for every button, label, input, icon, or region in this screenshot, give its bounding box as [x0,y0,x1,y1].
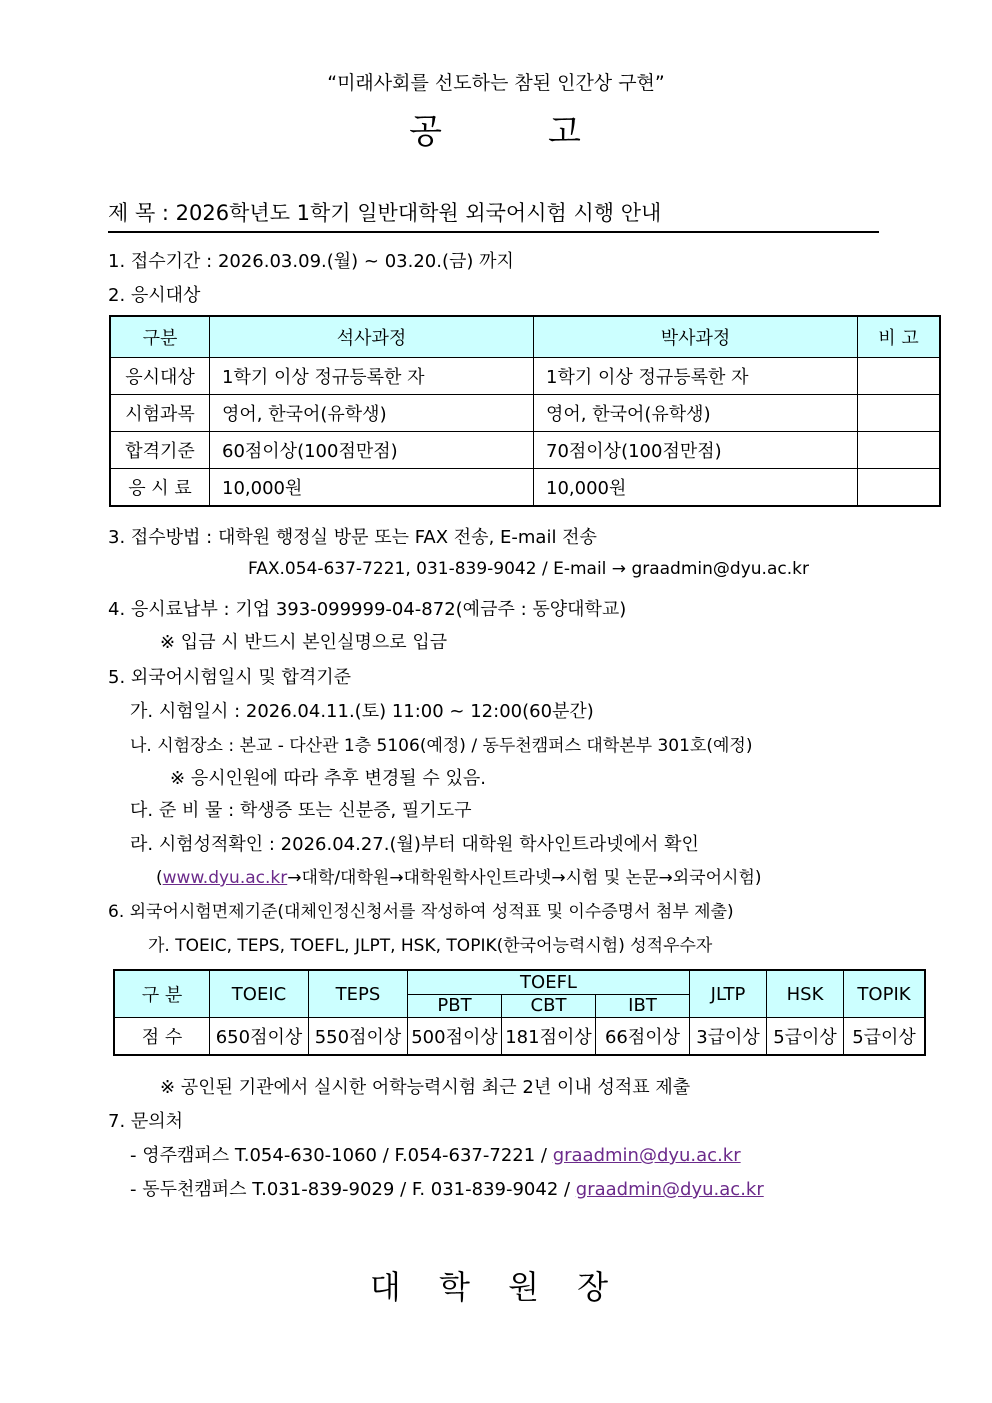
subject-line: 제 목 : 2026학년도 1학기 일반대학원 외국어시험 시행 안내 [108,201,662,225]
header-masters: 석사과정 [210,316,534,358]
exam-place: 나. 시험장소 : 본교 - 다산관 1층 5106(예정) / 동두천캠퍼스 대학본부 301호(예정) [130,736,753,756]
remarks-cell [858,469,941,507]
table-row [110,432,940,469]
notice-title-char-1: 공 [409,112,444,152]
subject-divider [108,231,879,233]
remarks-cell [858,432,941,469]
doctoral-cell: 영어, 한국어(유학생) [534,395,858,432]
row-label: 합격기준 [110,432,210,469]
contact-dongducheon-email[interactable]: graadmin@dyu.ac.kr [575,1179,764,1200]
pbt-score: 500점이상 [408,1018,502,1056]
exam-date: 가. 시험일시 : 2026.04.11.(토) 11:00 ~ 12:00(60분간) [130,701,594,722]
cbt-score: 181점이상 [502,1018,596,1056]
score-header-row [114,970,925,994]
jltp-score: 3급이상 [690,1018,767,1056]
table-header-row [110,316,940,358]
header-doctoral: 박사과정 [534,316,858,358]
reception-period: 1. 접수기간 : 2026.03.09.(월) ~ 03.20.(금) 까지 [108,251,514,272]
ibt-score: 66점이상 [596,1018,690,1056]
masters-cell: 10,000원 [210,469,534,507]
contact-dongducheon-text: - 동두천캠퍼스 T.031-839-9029 / F. 031-839-9042 / [130,1179,576,1200]
doctoral-cell: 10,000원 [534,469,858,507]
exemption-sub: 가. TOEIC, TEPS, TOEFL, JLPT, HSK, TOPIK(한국어능력시험) 성적우수자 [148,936,713,956]
header-remarks: 비 고 [858,316,941,358]
table-row [110,395,940,432]
remarks-cell [858,395,941,432]
website-link[interactable]: www.dyu.ac.kr [162,868,288,888]
row-label: 시험과목 [110,395,210,432]
score-label-header: 구 분 [114,970,210,1018]
table-row [110,469,940,507]
notice-title [0,104,992,153]
topik-score: 5급이상 [844,1018,926,1056]
motto: “미래사회를 선도하는 참된 인간상 구현” [327,72,665,94]
hsk-header: HSK [767,970,844,1018]
ibt-header: IBT [596,994,690,1018]
row-label: 응 시 료 [110,469,210,507]
signature: 대 학 원 장 [369,1268,623,1306]
contact-yeongju-email[interactable]: graadmin@dyu.ac.kr [552,1145,741,1166]
exemption-heading: 6. 외국어시험면제기준(대체인정신청서를 작성하여 성적표 및 이수증명서 첨부 제출) [108,902,734,922]
masters-cell: 1학기 이상 정규등록한 자 [210,358,534,395]
supplies: 다. 준 비 물 : 학생증 또는 신분증, 필기도구 [130,800,472,821]
application-method: 3. 접수방법 : 대학원 행정실 방문 또는 FAX 전송, E-mail 전송 [108,527,597,548]
eligibility-table [109,315,941,507]
eligibility-heading: 2. 응시대상 [108,285,201,306]
result-check: 라. 시험성적확인 : 2026.04.27.(월)부터 대학원 학사인트라넷에서 확인 [130,834,699,855]
result-path-open: ( [156,868,163,888]
exam-place-note: ※ 응시인원에 따라 추후 변경될 수 있음. [170,768,486,789]
doctoral-cell: 70점이상(100점만점) [534,432,858,469]
result-path [156,863,762,888]
score-table [113,969,926,1056]
header-category: 구분 [110,316,210,358]
row-label: 응시대상 [110,358,210,395]
fee-payment: 4. 응시료납부 : 기업 393-099999-04-872(예금주 : 동양대학교) [108,599,627,620]
exam-heading: 5. 외국어시험일시 및 합격기준 [108,667,351,688]
masters-cell: 영어, 한국어(유학생) [210,395,534,432]
contact-yeongju-text: - 영주캠퍼스 T.054-630-1060 / F.054-637-7221 / [130,1145,553,1166]
toeic-header: TOEIC [210,970,309,1018]
cbt-header: CBT [502,994,596,1018]
application-method-detail: FAX.054-637-7221, 031-839-9042 / E-mail → graadmin@dyu.ac.kr [248,559,809,579]
teps-score: 550점이상 [309,1018,408,1056]
notice-title-char-2: 고 [548,112,583,152]
toefl-header: TOEFL [408,970,690,994]
exemption-note: ※ 공인된 기관에서 실시한 어학능력시험 최근 2년 이내 성적표 제출 [160,1077,691,1098]
masters-cell: 60점이상(100점만점) [210,432,534,469]
teps-header: TEPS [309,970,408,1018]
contact-dongducheon [130,1175,764,1201]
table-row [110,358,940,395]
contact-heading: 7. 문의처 [108,1111,184,1132]
contact-yeongju [130,1141,741,1167]
topik-header: TOPIK [844,970,926,1018]
result-path-rest: →대학/대학원→대학원학사인트라넷→시험 및 논문→외국어시험) [287,868,762,888]
remarks-cell [858,358,941,395]
jltp-header: JLTP [690,970,767,1018]
fee-note: ※ 입금 시 반드시 본인실명으로 입금 [160,632,448,653]
doctoral-cell: 1학기 이상 정규등록한 자 [534,358,858,395]
score-label: 점 수 [114,1018,210,1056]
toeic-score: 650점이상 [210,1018,309,1056]
score-row [114,1018,925,1056]
pbt-header: PBT [408,994,502,1018]
hsk-score: 5급이상 [767,1018,844,1056]
